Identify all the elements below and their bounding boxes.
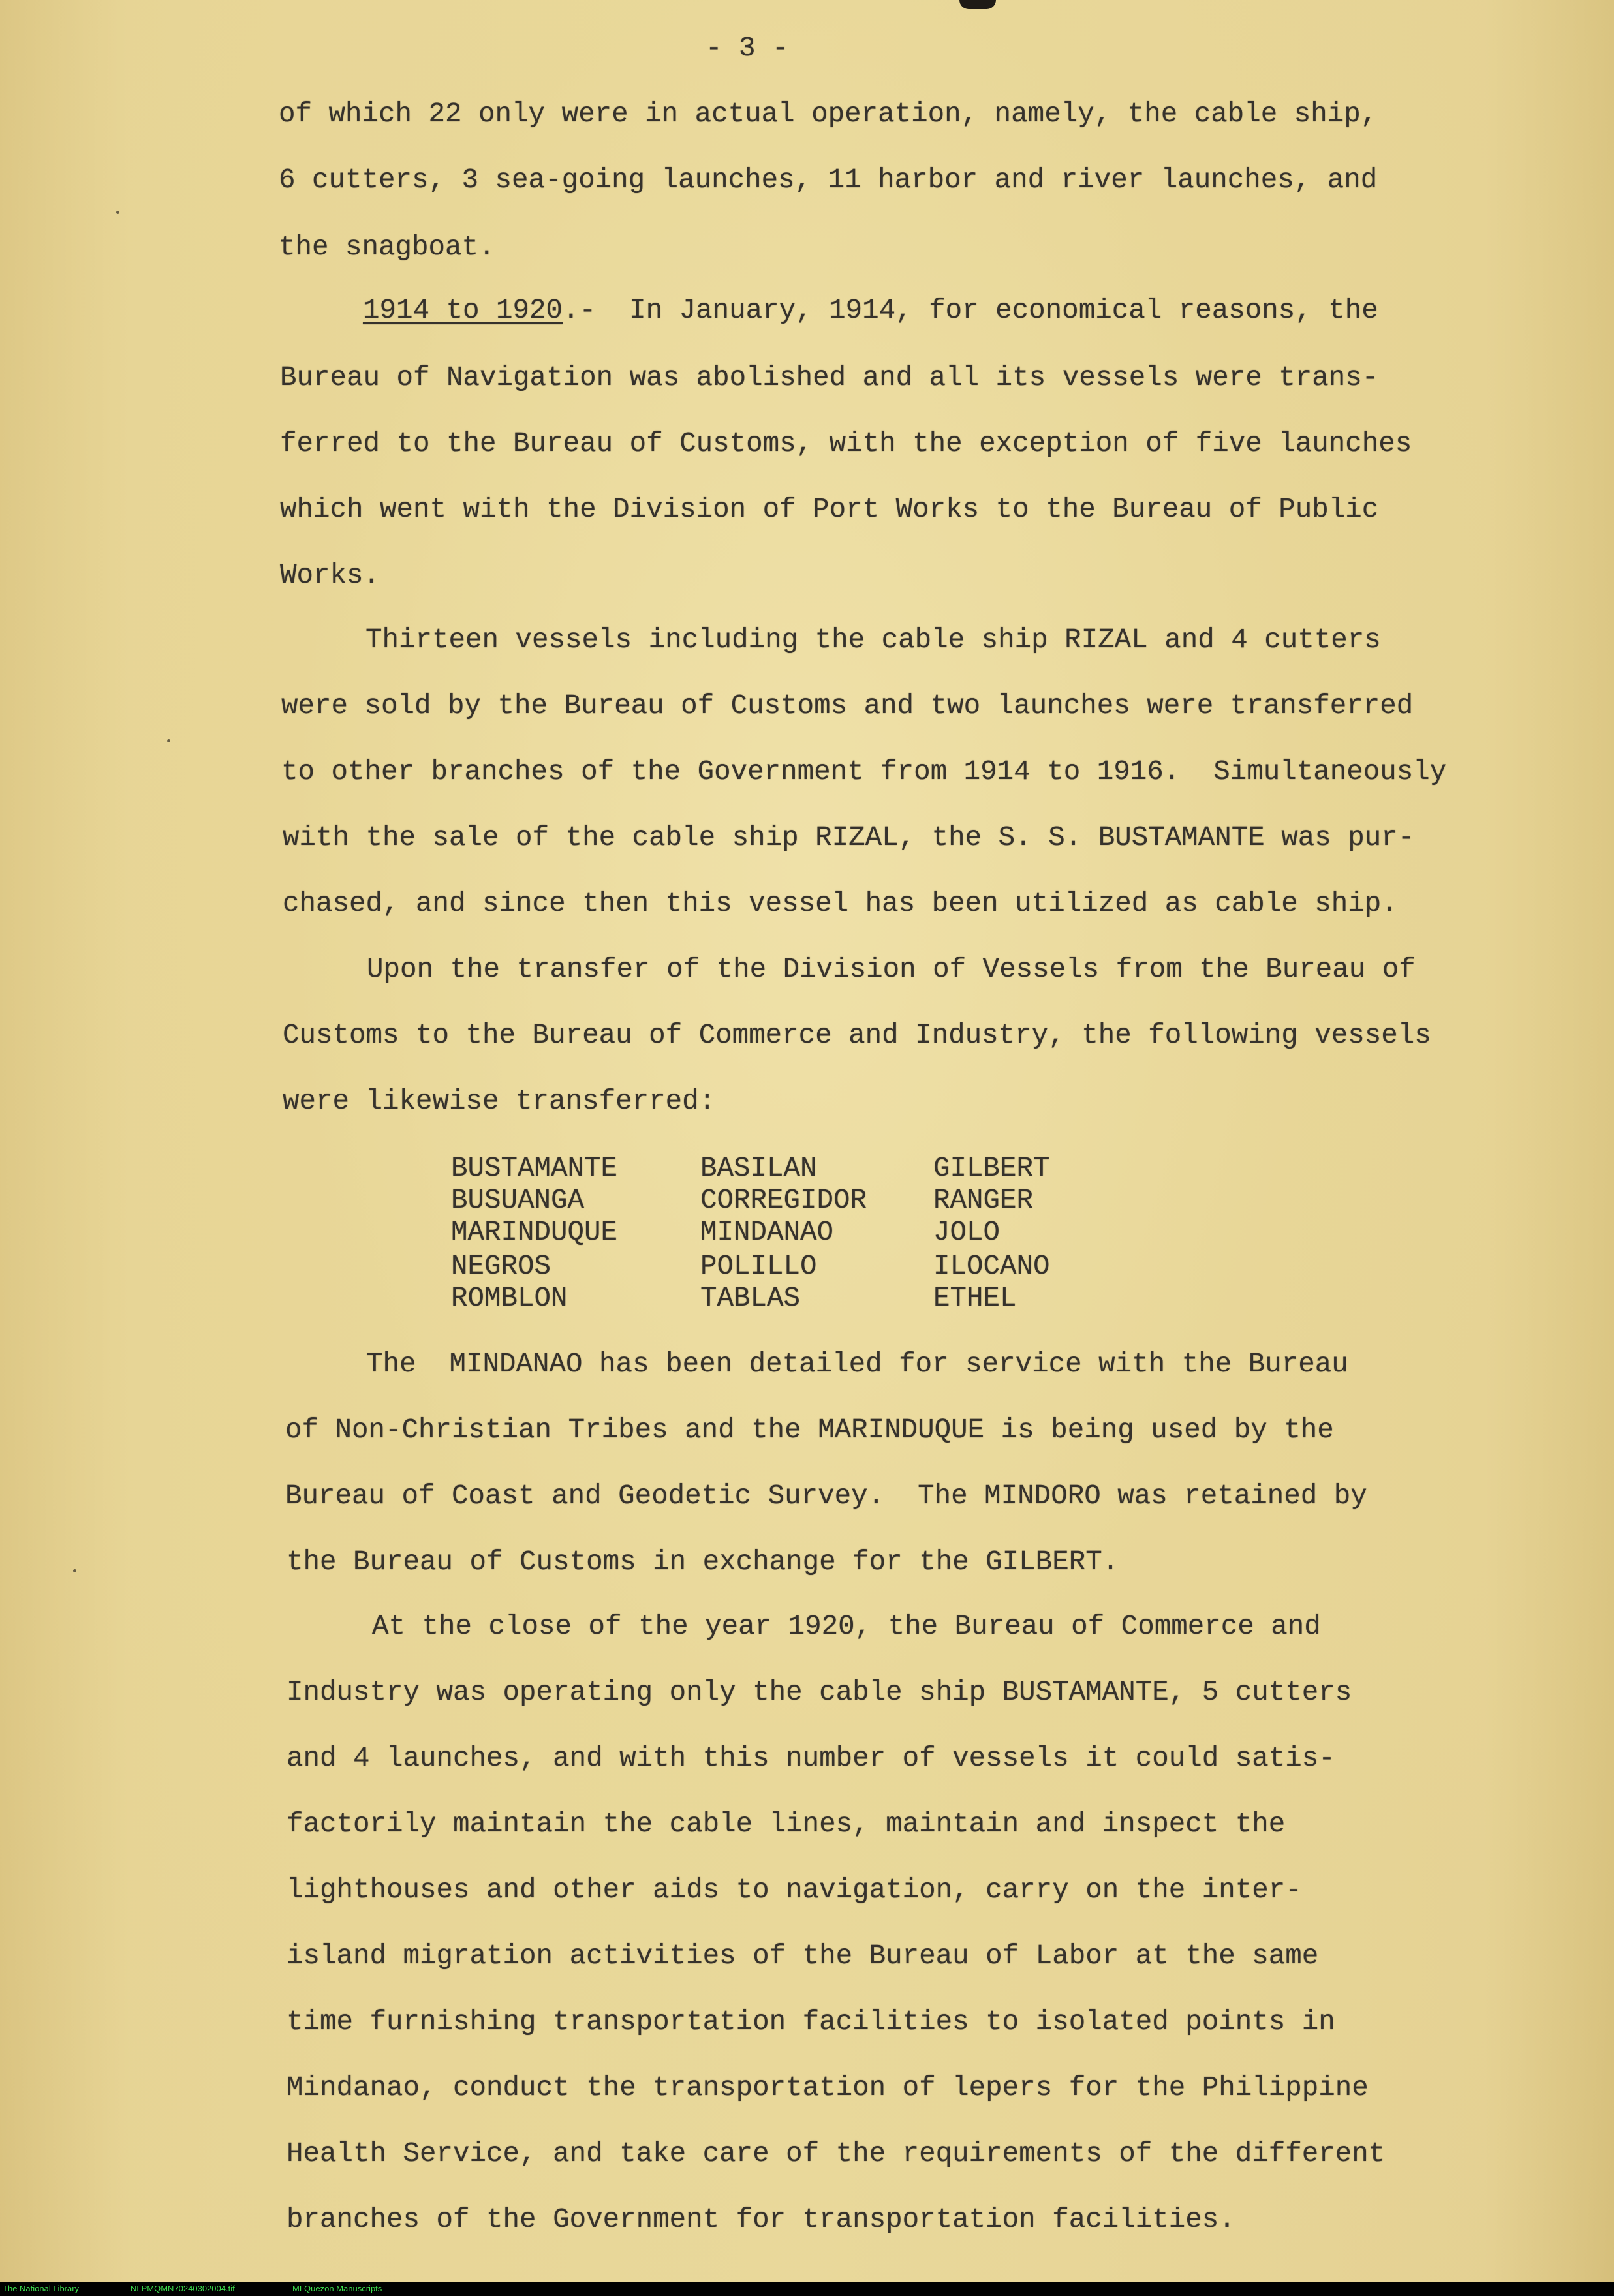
body-line: Industry was operating only the cable ship BUSTAMANTE, 5 cutters: [287, 1677, 1352, 1708]
body-line: Bureau of Navigation was abolished and all its vessels were trans-: [280, 362, 1379, 393]
body-line: which went with the Division of Port Works to the Bureau of Public: [280, 494, 1379, 525]
body-line: the snagboat.: [279, 232, 495, 263]
vessel-name: CORREGIDOR: [700, 1185, 867, 1216]
scan-footer-bar: [0, 2282, 1614, 2296]
body-line: Health Service, and take care of the requirements of the different: [287, 2138, 1386, 2169]
body-line: [363, 294, 1378, 327]
vessel-name: GILBERT: [933, 1153, 1050, 1184]
body-line: Customs to the Bureau of Commerce and Industry, the following vessels: [283, 1020, 1431, 1051]
ink-blot: [959, 0, 996, 9]
body-line: ferred to the Bureau of Customs, with the exception of five launches: [280, 428, 1412, 459]
body-line: factorily maintain the cable lines, maintain and inspect the: [287, 1809, 1286, 1840]
vessel-name: RANGER: [933, 1185, 1034, 1216]
page-number: - 3 -: [706, 33, 789, 64]
body-line: chased, and since then this vessel has been utilized as cable ship.: [283, 888, 1398, 919]
body-line: The MINDANAO has been detailed for service with the Bureau: [366, 1349, 1348, 1380]
footer-library: The National Library: [3, 2284, 80, 2293]
vessel-name: JOLO: [933, 1217, 1001, 1248]
paper-speck: [167, 739, 170, 742]
vessel-name: BUSUANGA: [451, 1185, 585, 1216]
body-line: island migration activities of the Bureau of Labor at the same: [287, 1940, 1319, 1972]
vessel-name: POLILLO: [700, 1251, 817, 1282]
body-line: branches of the Government for transportation facilities.: [287, 2204, 1235, 2235]
vessel-name: MINDANAO: [700, 1217, 834, 1248]
body-line: lighthouses and other aids to navigation, carry on the inter-: [287, 1875, 1302, 1906]
vessel-name: ILOCANO: [933, 1251, 1050, 1282]
body-line-rest: .- In January, 1914, for economical reasons, the: [563, 295, 1378, 326]
body-line: of Non-Christian Tribes and the MARINDUQUE is being used by the: [285, 1415, 1334, 1446]
vessel-name: BUSTAMANTE: [451, 1153, 618, 1184]
body-line: time furnishing transportation facilities to isolated points in: [287, 2006, 1335, 2038]
body-line: At the close of the year 1920, the Bureau of Commerce and: [372, 1611, 1321, 1642]
section-heading: 1914 to 1920: [363, 295, 563, 326]
vessel-name: MARINDUQUE: [451, 1217, 618, 1248]
body-line: Upon the transfer of the Division of Vessels from the Bureau of: [367, 954, 1416, 985]
vessel-name: ROMBLON: [451, 1283, 568, 1314]
body-line: were sold by the Bureau of Customs and two launches were transferred: [281, 690, 1414, 722]
vessel-name: ETHEL: [933, 1283, 1017, 1314]
body-line: and 4 launches, and with this number of vessels it could satis-: [287, 1743, 1335, 1774]
body-line: 6 cutters, 3 sea-going launches, 11 harbor and river launches, and: [279, 164, 1378, 196]
paper-speck: [116, 211, 119, 214]
body-line: were likewise transferred:: [283, 1086, 716, 1117]
body-line: Works.: [280, 560, 380, 591]
body-line: of which 22 only were in actual operation, namely, the cable ship,: [279, 99, 1378, 130]
body-line: to other branches of the Government from 1914 to 1916. Simultaneously: [281, 756, 1447, 788]
vessel-name: TABLAS: [700, 1283, 801, 1314]
body-line: Mindanao, conduct the transportation of lepers for the Philippine: [287, 2072, 1369, 2104]
vessel-name: NEGROS: [451, 1251, 551, 1282]
vessel-name: BASILAN: [700, 1153, 817, 1184]
footer-filename: NLPMQMN70240302004.tif: [131, 2284, 235, 2293]
body-line: Thirteen vessels including the cable ship RIZAL and 4 cutters: [365, 624, 1381, 656]
paper-speck: [73, 1569, 76, 1572]
body-line: the Bureau of Customs in exchange for the GILBERT.: [287, 1546, 1119, 1578]
body-line: with the sale of the cable ship RIZAL, the S. S. BUSTAMANTE was pur-: [283, 822, 1415, 853]
body-line: Bureau of Coast and Geodetic Survey. The MINDORO was retained by: [285, 1480, 1367, 1512]
footer-collection: MLQuezon Manuscripts: [292, 2284, 382, 2293]
